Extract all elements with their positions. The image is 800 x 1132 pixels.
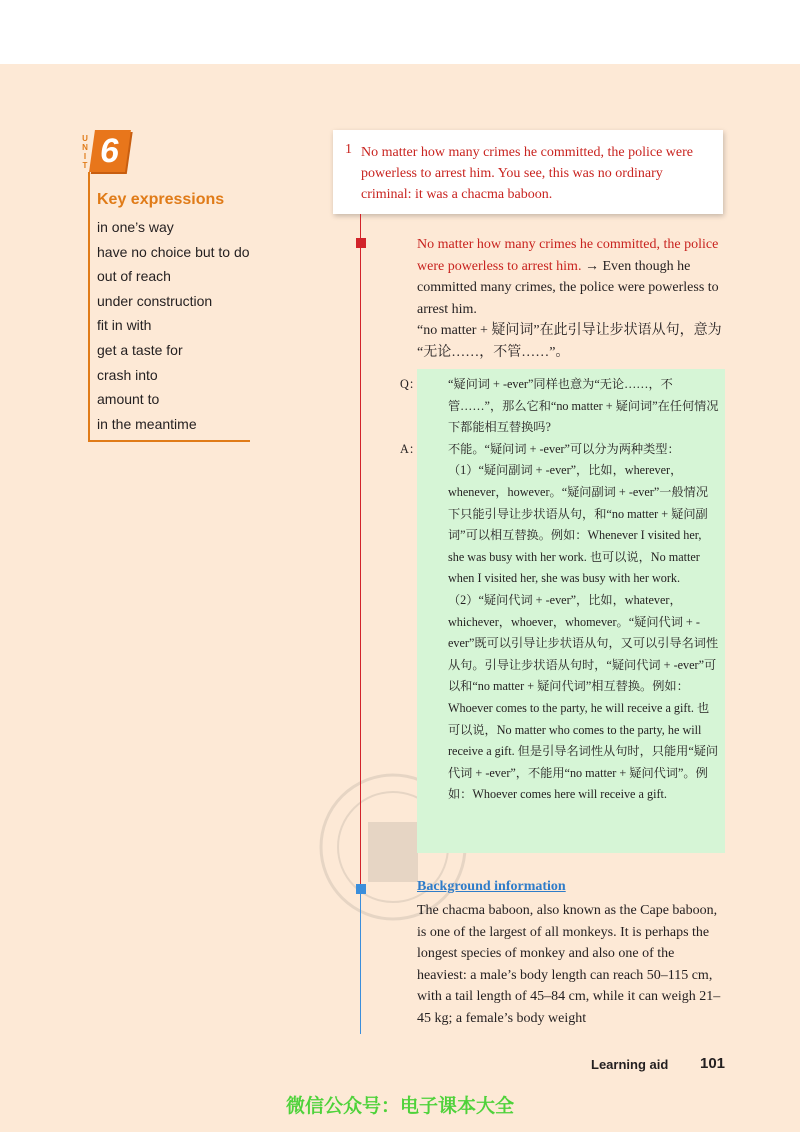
key-expression-item: out of reach (97, 268, 171, 285)
note-quote: No matter how many crimes he committed, the police were powerless to arrest him. (417, 237, 719, 274)
timeline-blue-line (360, 884, 361, 1034)
answer-label: A： (400, 441, 421, 456)
note-chinese-line-2: “无论……，不管……”。 (417, 344, 570, 360)
quote-text: No matter how many crimes he committed, the police were powerless to arrest him. You see, this was no ordinary criminal: it was a chacma baboon. (361, 145, 694, 202)
key-expression-item: get a taste for (97, 341, 183, 358)
note-marker-blue (356, 884, 366, 894)
note-paraphrase: Even though he committed many crimes, the police were powerless to arrest him. (417, 258, 719, 317)
unit-number: 6 (89, 130, 131, 172)
unit-label: U N I T (82, 134, 88, 170)
page-number: 101 (700, 1055, 726, 1072)
answer-intro: 不能。“疑问词 + -ever”可以分为两种类型： (448, 441, 680, 456)
question-label: Q： (400, 377, 421, 391)
arrow-icon: → (581, 258, 603, 274)
question (400, 374, 720, 439)
answer-body: （1）“疑问副词 + -ever”，比如，wherever，whenever，however。“疑问副词 + -ever”一般情况下只能引导让步状语从句，和“no matter + 疑问副词”可以相互替换。例如：Whenever I visited her, she was busy with her work. 也可以说，No matter when I visited her, she was busy with her work.（2）“疑问代词 + -ever”，比如，whatever，whichever，whoever，whomever。“疑问代词 + -ever”既可以引导让步状语从句，又可以引导名词性从句。引导让步状语从句时，“疑问代词 + -ever”可以和“no matter + 疑问代词”相互替换。例如：Whoever comes to the party, he will receive a gift. 也可以说，No matter who comes to the party, he will receive a gift. 但是引导名词性从句时，只能用“疑问代词 + -ever”，不能用“no matter + 疑问代词”。例如：Whoever comes here will receive a gift. (448, 463, 719, 802)
qa-content (400, 374, 720, 806)
key-expression-item: have no choice but to do (97, 243, 250, 260)
timeline-red-line (360, 214, 361, 884)
background-info-text: The chacma baboon, also known as the Cape baboon, is one of the largest of all monkeys. It is perhaps the longest species of monkey and also one of the heaviest: a male’s body length can reach 50–115 cm, with a tail length of 45–84 cm, while it can weigh 21–45 kg; a female’s body weight (417, 903, 721, 1026)
key-expressions-title: Key expressions (97, 191, 225, 208)
note-marker-red (356, 238, 366, 248)
footer-section-label: Learning aid (591, 1057, 669, 1072)
background-info-title[interactable]: Background information (417, 879, 566, 894)
key-expression-item: under construction (97, 292, 213, 309)
answer (400, 439, 720, 461)
note-chinese-line-1: “no matter + 疑问词”在此引导让步状语从句，意为 (417, 323, 722, 339)
key-expression-item: in the meantime (97, 415, 197, 432)
key-expression-item: fit in with (97, 317, 152, 334)
question-text: “疑问词 + -ever”同样也意为“无论……，不管……”，那么它和“no matter + 疑问词”在任何情况下都能相互替换吗? (448, 377, 719, 435)
key-expression-item: amount to (97, 391, 160, 408)
wechat-watermark: 微信公众号：电子课本大全 (285, 1095, 514, 1117)
key-expression-item: in one’s way (97, 219, 174, 235)
key-expression-item: crash into (97, 366, 158, 383)
quote-number: 1 (345, 142, 352, 157)
explanation-note (417, 234, 723, 364)
key-expressions-list (97, 217, 250, 438)
